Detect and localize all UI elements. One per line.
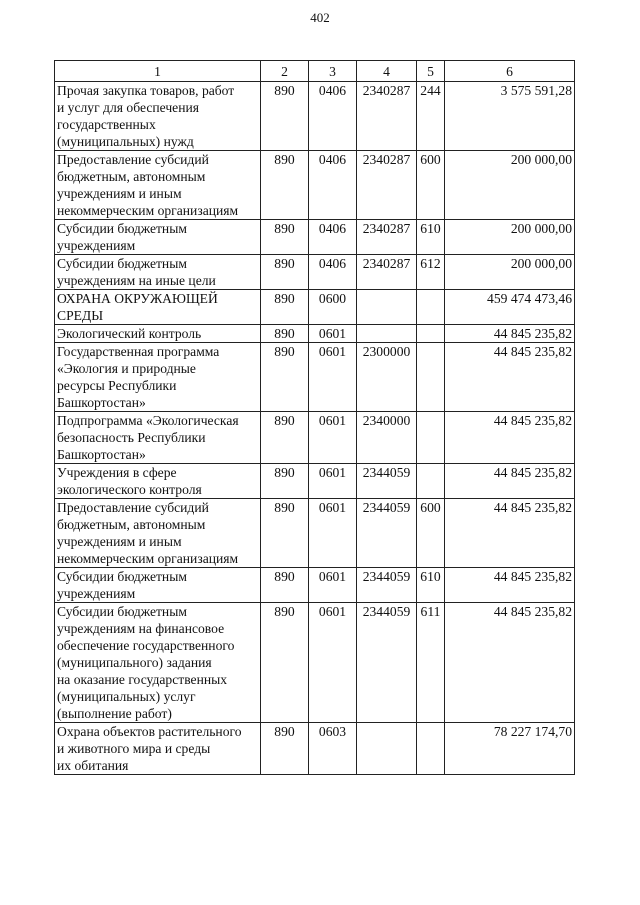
row-ministry-cell-text: 890: [274, 83, 295, 98]
row-name-cell-text: Государственная программа «Экология и природные ресурсы Республики Башкортостан»: [57, 344, 220, 410]
budget-table: [54, 60, 575, 775]
table-row: [55, 568, 575, 603]
row-amount-cell-text: 44 845 235,82: [493, 604, 572, 619]
row-ministry-cell: [261, 151, 309, 220]
table-row: [55, 151, 575, 220]
row-amount-cell: [445, 568, 575, 603]
row-name-cell: [55, 325, 261, 343]
row-ministry-cell: [261, 290, 309, 325]
row-amount-cell: [445, 464, 575, 499]
row-target-cell: [357, 723, 417, 775]
row-ministry-cell: [261, 82, 309, 151]
table-row: [55, 464, 575, 499]
row-name-cell-text: Прочая закупка товаров, работ и услуг для обеспечения государственных (муниципальных) нужд: [57, 83, 235, 149]
row-name-cell-text: Субсидии бюджетным учреждениям: [57, 569, 187, 601]
row-target-cell-text: 2344059: [362, 465, 411, 480]
row-name-cell: [55, 255, 261, 290]
row-name-cell-text: Подпрограмма «Экологическая безопасность Республики Башкортостан»: [57, 413, 239, 462]
row-name-cell-text: Субсидии бюджетным учреждениям на иные цели: [57, 256, 216, 288]
row-ministry-cell-text: 890: [274, 569, 295, 584]
row-kind-cell-text: 610: [420, 221, 441, 236]
row-amount-cell: [445, 499, 575, 568]
row-section-cell: [309, 464, 357, 499]
row-name-cell: [55, 343, 261, 412]
row-section-cell: [309, 343, 357, 412]
row-name-cell: [55, 220, 261, 255]
row-name-cell: [55, 412, 261, 464]
row-amount-cell-text: 44 845 235,82: [493, 326, 572, 341]
row-amount-cell-text: 44 845 235,82: [493, 465, 572, 480]
row-section-cell: [309, 220, 357, 255]
table-row: [55, 290, 575, 325]
row-kind-cell-text: 600: [420, 152, 441, 167]
table-row: [55, 412, 575, 464]
row-kind-cell: [417, 220, 445, 255]
row-section-cell: [309, 412, 357, 464]
row-section-cell: [309, 255, 357, 290]
row-kind-cell-text: 244: [420, 83, 441, 98]
row-target-cell-text: 2344059: [362, 569, 411, 584]
table-body: [55, 82, 575, 775]
row-section-cell-text: 0406: [318, 256, 347, 271]
row-amount-cell: [445, 220, 575, 255]
row-kind-cell-text: 600: [420, 500, 441, 515]
row-ministry-cell: [261, 499, 309, 568]
row-target-cell: [357, 255, 417, 290]
row-kind-cell: [417, 325, 445, 343]
row-ministry-cell: [261, 723, 309, 775]
row-name-cell: [55, 568, 261, 603]
row-name-cell-text: Предоставление субсидий бюджетным, автономным учреждениям и иным некоммерческим организациям: [57, 152, 239, 218]
row-kind-cell: [417, 343, 445, 412]
row-kind-cell: [417, 151, 445, 220]
row-target-cell-text: 2344059: [362, 500, 411, 515]
header-col-5: 5: [417, 61, 445, 82]
row-amount-cell: [445, 603, 575, 723]
row-amount-cell-text: 44 845 235,82: [493, 569, 572, 584]
row-kind-cell: [417, 82, 445, 151]
row-name-cell-text: Субсидии бюджетным учреждениям на финансовое обеспечение государственного (муниципального) задания на оказание государственных (муниципальных) услуг (выполнение работ): [57, 604, 235, 721]
row-name-cell: [55, 151, 261, 220]
row-ministry-cell: [261, 343, 309, 412]
row-target-cell: [357, 343, 417, 412]
row-amount-cell: [445, 255, 575, 290]
row-ministry-cell-text: 890: [274, 256, 295, 271]
row-amount-cell-text: 44 845 235,82: [493, 500, 572, 515]
row-name-cell: [55, 499, 261, 568]
row-target-cell-text: 2300000: [362, 344, 411, 359]
header-col-1: 1: [55, 61, 261, 82]
row-target-cell: [357, 325, 417, 343]
row-section-cell-text: 0601: [318, 500, 347, 515]
row-target-cell-text: 2344059: [362, 604, 411, 619]
row-amount-cell: [445, 290, 575, 325]
row-kind-cell: [417, 723, 445, 775]
row-ministry-cell-text: 890: [274, 326, 295, 341]
row-name-cell-text: Экологический контроль: [57, 326, 202, 341]
header-col-3: 3: [309, 61, 357, 82]
row-section-cell-text: 0601: [318, 465, 347, 480]
row-kind-cell-text: 610: [420, 569, 441, 584]
table-row: [55, 82, 575, 151]
row-section-cell-text: 0406: [318, 221, 347, 236]
row-section-cell-text: 0601: [318, 413, 347, 428]
table-row: [55, 325, 575, 343]
row-section-cell-text: 0600: [318, 291, 347, 306]
row-ministry-cell-text: 890: [274, 291, 295, 306]
row-ministry-cell: [261, 464, 309, 499]
row-amount-cell: [445, 82, 575, 151]
row-amount-cell-text: 459 474 473,46: [487, 291, 572, 306]
row-ministry-cell: [261, 568, 309, 603]
header-col-4: 4: [357, 61, 417, 82]
row-amount-cell: [445, 412, 575, 464]
header-col-2: 2: [261, 61, 309, 82]
page-number: 402: [310, 10, 330, 25]
row-ministry-cell: [261, 220, 309, 255]
row-ministry-cell: [261, 412, 309, 464]
row-target-cell-text: 2340287: [362, 221, 411, 236]
row-target-cell: [357, 151, 417, 220]
table-row: [55, 499, 575, 568]
row-amount-cell: [445, 325, 575, 343]
row-name-cell: [55, 723, 261, 775]
row-name-cell: [55, 464, 261, 499]
table-row: [55, 723, 575, 775]
row-target-cell: [357, 499, 417, 568]
row-section-cell-text: 0601: [318, 604, 347, 619]
row-target-cell-text: 2340287: [362, 83, 411, 98]
row-section-cell-text: 0603: [318, 724, 347, 739]
row-section-cell: [309, 290, 357, 325]
row-name-cell-text: Субсидии бюджетным учреждениям: [57, 221, 187, 253]
table-row: [55, 220, 575, 255]
table-row: [55, 343, 575, 412]
row-target-cell: [357, 220, 417, 255]
row-amount-cell-text: 44 845 235,82: [493, 413, 572, 428]
row-kind-cell-text: 611: [420, 604, 441, 619]
row-kind-cell: [417, 499, 445, 568]
row-amount-cell: [445, 343, 575, 412]
row-amount-cell: [445, 723, 575, 775]
row-name-cell: [55, 290, 261, 325]
row-ministry-cell-text: 890: [274, 465, 295, 480]
row-name-cell-text: Охрана объектов растительного и животного мира и среды их обитания: [57, 724, 242, 773]
row-kind-cell: [417, 255, 445, 290]
row-ministry-cell: [261, 255, 309, 290]
row-name-cell: [55, 82, 261, 151]
row-target-cell: [357, 412, 417, 464]
row-target-cell: [357, 290, 417, 325]
row-section-cell: [309, 325, 357, 343]
row-target-cell: [357, 568, 417, 603]
row-ministry-cell-text: 890: [274, 344, 295, 359]
row-section-cell-text: 0601: [318, 344, 347, 359]
row-target-cell: [357, 464, 417, 499]
row-section-cell: [309, 603, 357, 723]
table-row: [55, 603, 575, 723]
row-ministry-cell-text: 890: [274, 604, 295, 619]
row-kind-cell: [417, 464, 445, 499]
row-ministry-cell-text: 890: [274, 724, 295, 739]
row-kind-cell-text: 612: [420, 256, 441, 271]
row-ministry-cell: [261, 325, 309, 343]
row-amount-cell: [445, 151, 575, 220]
row-amount-cell-text: 78 227 174,70: [493, 724, 572, 739]
row-target-cell: [357, 603, 417, 723]
row-kind-cell: [417, 568, 445, 603]
row-section-cell: [309, 151, 357, 220]
row-ministry-cell-text: 890: [274, 413, 295, 428]
header-col-6: 6: [445, 61, 575, 82]
row-ministry-cell: [261, 603, 309, 723]
row-amount-cell-text: 44 845 235,82: [493, 344, 572, 359]
row-name-cell-text: Учреждения в сфере экологического контроля: [57, 465, 202, 497]
row-section-cell: [309, 499, 357, 568]
row-section-cell: [309, 568, 357, 603]
row-ministry-cell-text: 890: [274, 500, 295, 515]
row-kind-cell: [417, 412, 445, 464]
row-section-cell-text: 0601: [318, 569, 347, 584]
row-section-cell: [309, 723, 357, 775]
header-row: [55, 61, 575, 82]
row-amount-cell-text: 200 000,00: [510, 221, 572, 236]
row-amount-cell-text: 200 000,00: [510, 152, 572, 167]
row-name-cell-text: ОХРАНА ОКРУЖАЮЩЕЙ СРЕДЫ: [57, 291, 218, 323]
row-section-cell-text: 0406: [318, 83, 347, 98]
row-target-cell-text: 2340000: [362, 413, 411, 428]
row-target-cell: [357, 82, 417, 151]
table-row: [55, 255, 575, 290]
row-name-cell: [55, 603, 261, 723]
row-amount-cell-text: 200 000,00: [510, 256, 572, 271]
row-section-cell: [309, 82, 357, 151]
row-name-cell-text: Предоставление субсидий бюджетным, автономным учреждениям и иным некоммерческим организациям: [57, 500, 239, 566]
row-kind-cell: [417, 603, 445, 723]
row-ministry-cell-text: 890: [274, 152, 295, 167]
row-section-cell-text: 0406: [318, 152, 347, 167]
row-amount-cell-text: 3 575 591,28: [500, 83, 572, 98]
row-kind-cell: [417, 290, 445, 325]
row-ministry-cell-text: 890: [274, 221, 295, 236]
row-section-cell-text: 0601: [318, 326, 347, 341]
row-target-cell-text: 2340287: [362, 152, 411, 167]
row-target-cell-text: 2340287: [362, 256, 411, 271]
